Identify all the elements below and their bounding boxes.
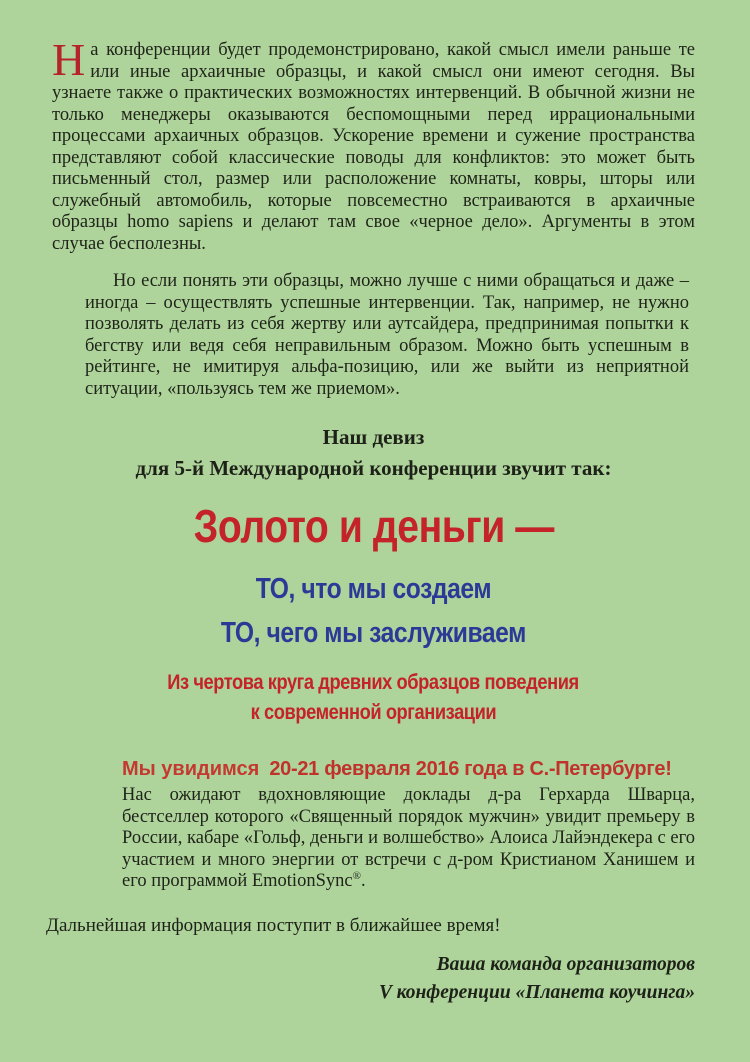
announcement-period: . — [360, 871, 366, 891]
slogan-red-block — [52, 667, 695, 727]
further-info-line: Дальнейшая информация поступит в ближайшее время! — [46, 914, 501, 936]
second-paragraph: Но если понять эти образцы, можно лучше с ними обращаться и даже – иногда – осуществлять успешные интервенции. Так, например, не нужно позволять делать из себя жертву или аутсайдера, предпринимая попытки к бегству или ведя себя неправильным образом. Можно быть успешным в рейтинге, не имитируя альфа-позицию, или же выйти из неприятной ситуации, «пользуясь тем же приемом». — [85, 271, 689, 399]
signature-block — [52, 951, 695, 1007]
motto-heading — [52, 422, 695, 484]
announcement-meet-text: Мы увидимся — [122, 758, 260, 780]
intro-paragraph-text: а конференции будет продемонстрировано, какой смысл имели раньше те или иные архаичные образцы, и какой смысл они имеют сегодня. Вы узнаете также о практических возможностях интервенций. В обычной жизни не только менеджеры оказываются беспомощными перед иррациональными процессами архаичных образцов. Ускорение времени и сужение пространства представляют собой классические поводы для конфликтов: это может быть письменный стол, размер или расположение комнаты, ковры, шторы или служебный автомобиль, которые повсеместно встраиваются в архаичные образцы homo sapiens и делают там свое «черное дело». Аргументы в этом случае бесполезны. — [52, 40, 695, 254]
slogan-red-line-1: Из чертова круга древних образцов поведения — [167, 670, 580, 694]
registered-trademark-symbol: ® — [352, 869, 361, 882]
intro-paragraph — [52, 34, 695, 255]
motto-line-1: Наш девиз — [322, 425, 425, 449]
slogan-blue-line-1: ТО, что мы создаем — [255, 573, 492, 605]
slogan-title — [52, 500, 695, 553]
slogan-blue-line-2: ТО, чего мы заслуживаем — [220, 617, 527, 649]
signature-line-2: V конференции «Планета коучинга» — [379, 981, 695, 1003]
drop-cap-letter: Н — [52, 34, 86, 85]
signature-line-1: Ваша команда организаторов — [436, 953, 695, 975]
announcement-heading — [122, 757, 695, 781]
motto-line-2: для 5-й Международной конференции звучит так: — [135, 456, 612, 480]
slogan-title-text: Золото и деньги — — [193, 500, 554, 552]
announcement-date-text: 20-21 февраля 2016 года в С.-Петербурге! — [269, 758, 672, 780]
slogan-red-line-2: к современной организации — [250, 700, 497, 724]
announcement-body-text: Нас ожидают вдохновляющие доклады д-ра Герхарда Шварца, бестселлер которого «Священный порядок мужчин» увидит премьеру в России, кабаре «Гольф, деньги и волшебство» Алоиса Лайэндекера с его участием и много энергии от встречи с д-ром Кристианом Ханишем и его программой EmotionSync — [122, 785, 695, 891]
slogan-blue-block — [52, 567, 695, 655]
announcement-paragraph — [122, 785, 695, 893]
